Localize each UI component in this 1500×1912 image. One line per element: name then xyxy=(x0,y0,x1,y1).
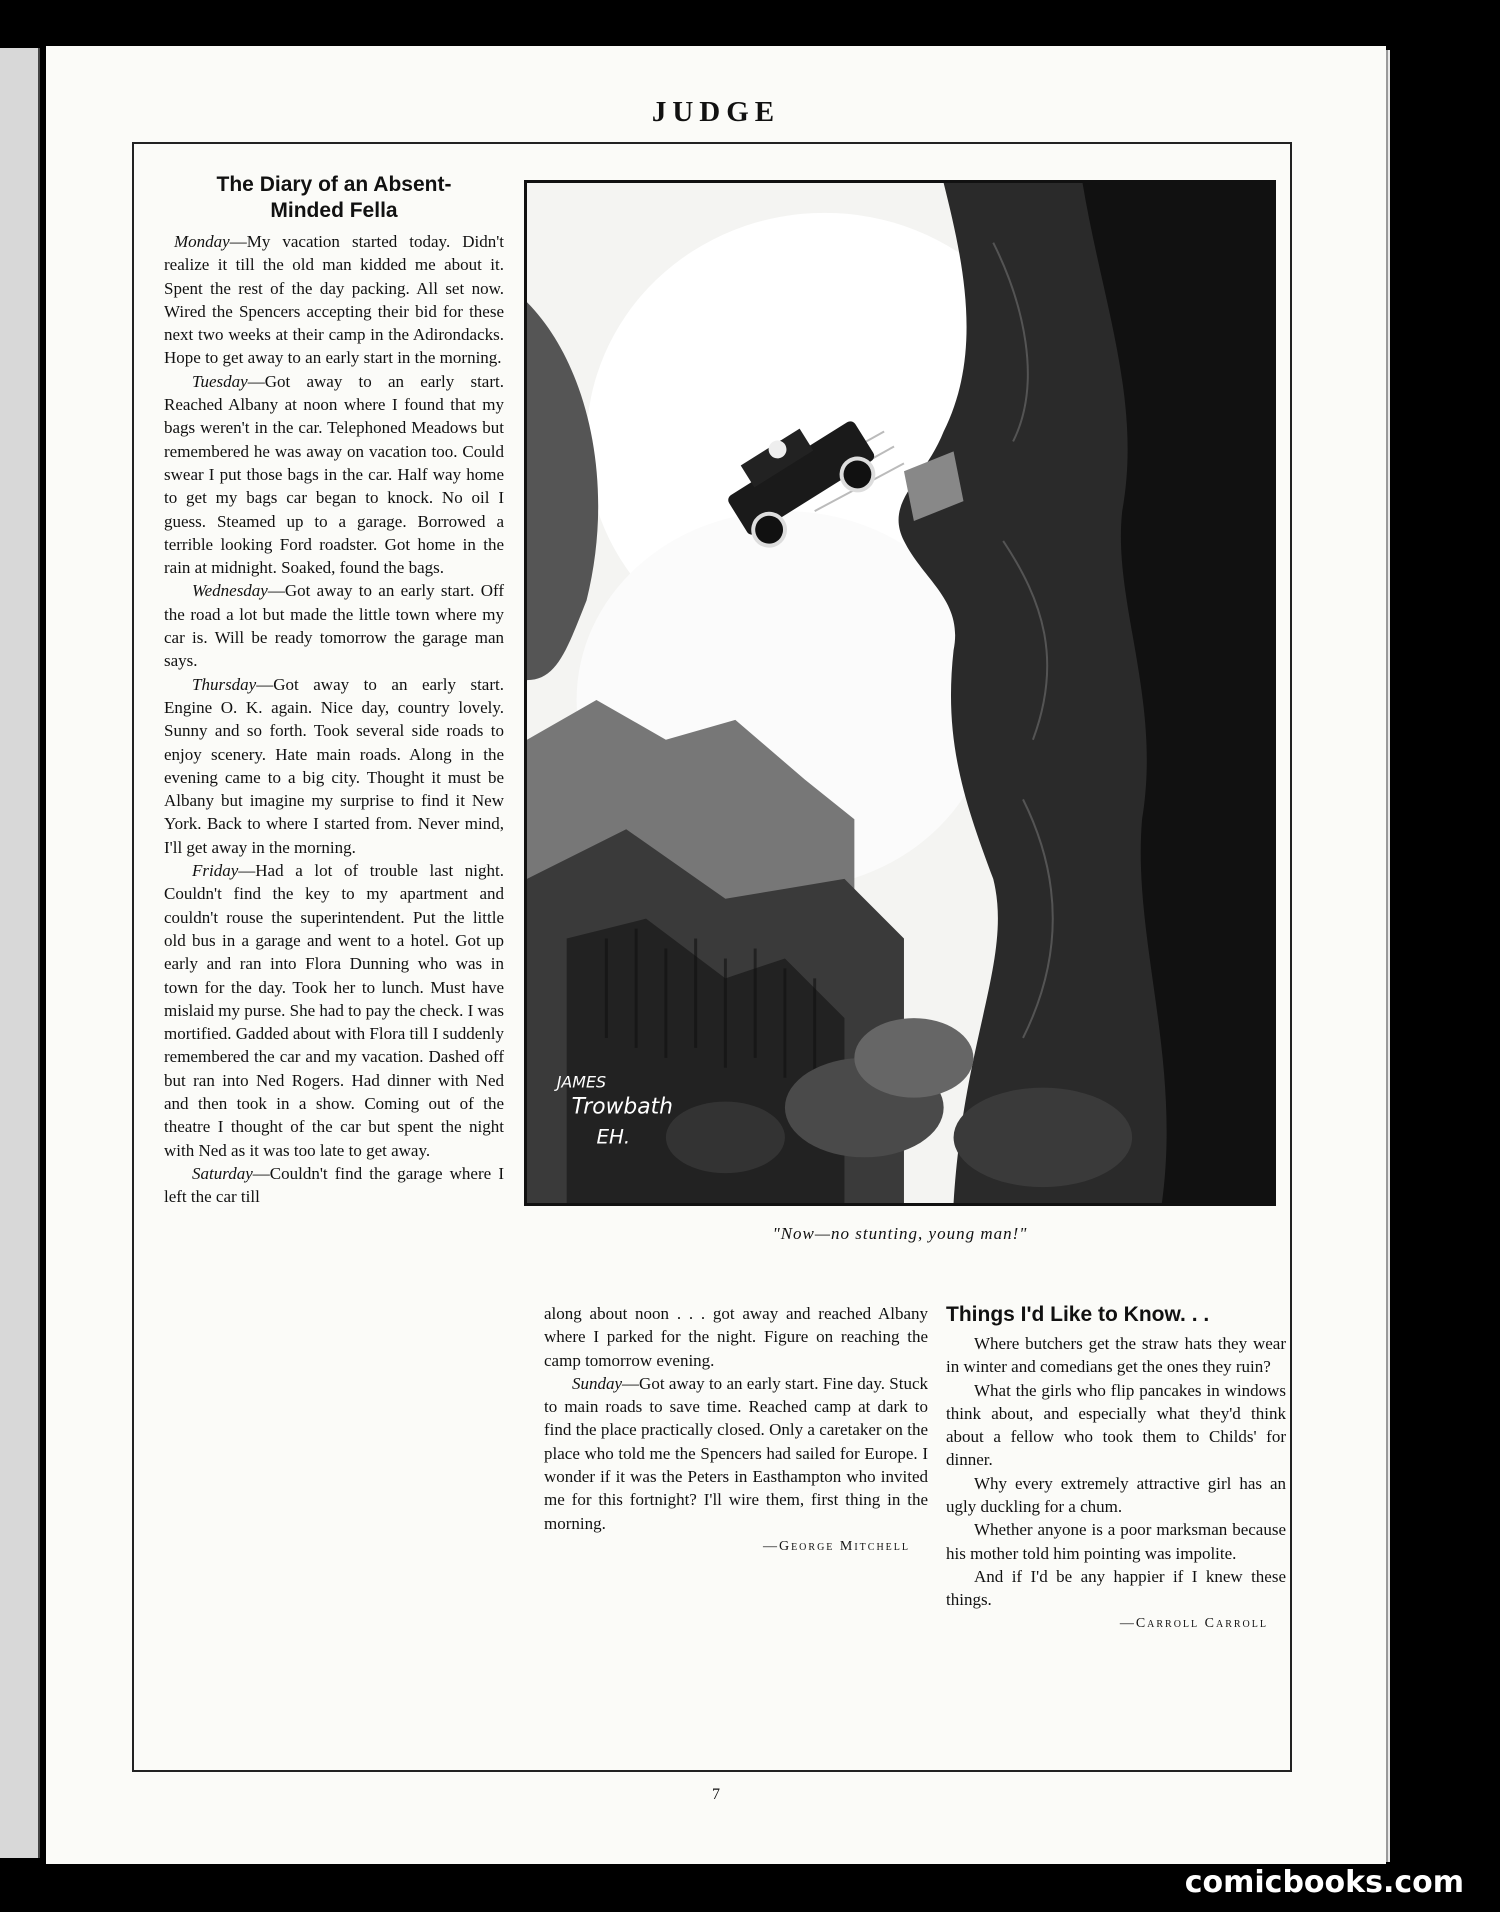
diary-entry-tuesday xyxy=(164,370,504,580)
things-column xyxy=(946,1302,1286,1632)
entry-text: —Got away to an early start. Reached Albany at noon where I found that my bags weren't in the car. Telephoned Meadows but remembered he was away on vacation too. Could swear I put those bags in the car. Half way home to get my bags car began to knock. No oil I guess. Steamed up to a garage. Borrowed a terrible looking Ford roadster. Got home in the rain at midnight. Soaked, found the bags. xyxy=(164,371,504,578)
diary-byline: —George Mitchell xyxy=(762,1538,910,1554)
things-paragraph: Whether anyone is a poor marksman because his mother told him pointing was impolite. xyxy=(946,1520,1286,1563)
things-title: Things I'd Like to Know. . . xyxy=(946,1303,1210,1326)
things-paragraph: Why every extremely attractive girl has an ugly duckling for a chum. xyxy=(946,1473,1286,1517)
artist-signature-mark: EH. xyxy=(596,1125,631,1149)
diary-continuation-text: along about noon . . . got away and reached Albany where I parked for the night. Figure on reaching the camp tomorrow evening. xyxy=(544,1304,928,1370)
illustration-caption: "Now—no stunting, young man!" xyxy=(772,1224,1028,1243)
diary-body xyxy=(164,230,504,1208)
diary-entry-sunday xyxy=(544,1372,928,1535)
cliff-car-drawing xyxy=(527,183,1273,1203)
entry-text: —Got away to an early start. Off the road a lot but made the little town where my car is. Will be ready tomorrow the garage man says. xyxy=(164,581,504,671)
watermark: comicbooks.com xyxy=(1184,1865,1464,1900)
left-page-edge xyxy=(0,48,40,1858)
diary-entry-thursday xyxy=(164,673,504,859)
things-byline: —Carroll Carroll xyxy=(1119,1615,1268,1631)
entry-text: —Got away to an early start. Engine O. K. again. Nice day, country lovely. Sunny and so forth. Took several side roads to enjoy scenery. Hate main roads. Along in the evening came to a big city. Thought it must be Albany but imagine my surprise to find it New York. Back to where I started from. Never mind, I'll get away in the morning. xyxy=(164,674,504,857)
day-label: Monday xyxy=(174,232,230,251)
cartoon-illustration xyxy=(524,180,1276,1206)
page-number: 7 xyxy=(712,1786,720,1803)
diary-entry-saturday xyxy=(164,1162,504,1209)
day-label: Wednesday xyxy=(192,581,268,601)
diary-title xyxy=(164,172,504,224)
things-paragraph: What the girls who flip pancakes in windows think about, and especially what they'd think about a fellow who took them to Childs' for dinner. xyxy=(946,1380,1286,1470)
magazine-page xyxy=(46,46,1386,1864)
entry-text: —Got away to an early start. Fine day. Stuck to main roads to save time. Reached camp at dark to find the place practically closed. Only a caretaker on the place who told me the Spencers had sailed for Europe. I wonder if it was the Peters in Easthampton who invited me for this fortnight? I'll wire them, first thing in the morning. xyxy=(544,1373,928,1533)
day-label: Friday xyxy=(192,861,239,881)
things-paragraph: Where butchers get the straw hats they wear in winter and comedians get the ones they ruin? xyxy=(946,1334,1286,1377)
diary-entry-friday xyxy=(164,859,504,1162)
diary-column xyxy=(164,172,504,1208)
day-label: Tuesday xyxy=(192,371,248,391)
entry-text: —Had a lot of trouble last night. Couldn't find the key to my apartment and couldn't rouse the superintendent. Put the little old bus in a garage and went to a hotel. Got up early and ran into Flora Dunning who was in town for the day. Took her to lunch. Must have mislaid my purse. She had to pay the check. I was mortified. Gadded about with Flora till I suddenly remembered the car and my vacation. Dashed off but ran into Ned Rogers. Had dinner with Ned and then took in a show. Coming out of the theatre I thought of the car but spent the night with Ned as it was too late to get away. xyxy=(164,861,504,1160)
things-paragraph: And if I'd be any happier if I knew these things. xyxy=(946,1566,1286,1610)
entry-text: —My vacation started today. Didn't realize it till the old man kidded me about it. Spent the rest of the day packing. All set now. Wired the Spencers accepting their bid for these next two weeks at their camp in the Adirondacks. Hope to get away to an early start in the morning. xyxy=(164,232,504,368)
diary-entry-monday xyxy=(164,230,504,370)
diary-entry-wednesday xyxy=(164,579,504,672)
masthead: JUDGE xyxy=(651,96,781,128)
day-label: Saturday xyxy=(192,1163,253,1183)
artist-signature-line-1: JAMES xyxy=(556,1072,607,1092)
day-label: Thursday xyxy=(192,674,257,694)
diary-title-line-2: Minded Fella xyxy=(270,199,398,222)
diary-title-line-1: The Diary of an Absent- xyxy=(216,173,452,196)
diary-continuation-body xyxy=(544,1302,928,1535)
things-body xyxy=(946,1332,1286,1612)
day-label: Sunday xyxy=(572,1373,623,1393)
entry-text: —Couldn't find the garage where I left the car till xyxy=(164,1163,504,1207)
artist-signature-line-2: Trowbath xyxy=(571,1094,673,1120)
diary-continuation-column xyxy=(544,1302,928,1555)
